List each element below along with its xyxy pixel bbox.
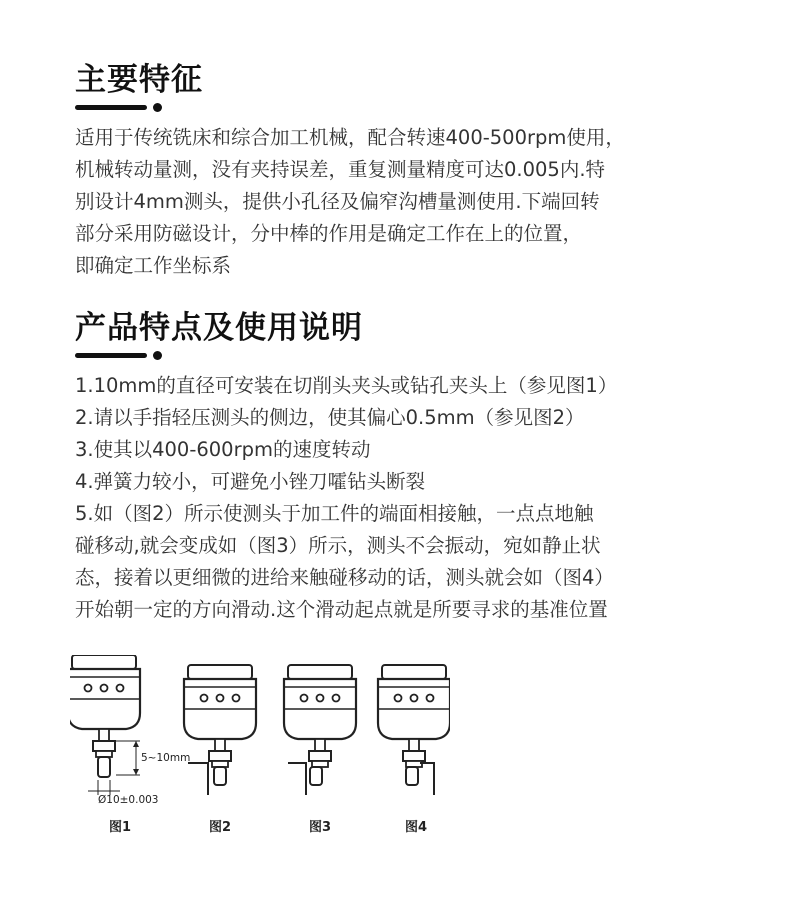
usage-list [75,370,775,626]
list-item: 4.弹簧力较小，可避免小锉刀嚯钻头断裂 [75,470,426,493]
underline-bar [75,353,147,358]
list-item: 碰移动,就会变成如（图3）所示，测头不会振动，宛如静止状 [75,534,601,557]
underline-bar [75,105,147,110]
list-item: 开始朝一定的方向滑动.这个滑动起点就是所要寻求的基准位置 [75,598,608,621]
list-item: 1.10mm的直径可安装在切削头夹头或钻孔夹头上（参见图1） [75,374,618,397]
list-item: 态，接着以更细微的进给来触碰移动的话，测头就会如（图4） [75,566,614,589]
figure-1-dim-length: 5~10mm [141,752,191,764]
underline-dot [153,351,162,360]
figure-1 [70,655,190,835]
figure-2-caption: 图2 [208,820,232,835]
underline-dot [153,103,162,112]
paragraph-line: 即确定工作坐标系 [75,254,232,277]
section-main-features [75,60,775,282]
usage-figures [70,655,450,845]
list-item: 2.请以手指轻压测头的侧边，使其偏心0.5mm（参见图2） [75,406,585,429]
figure-4 [378,665,450,835]
title-underline [75,350,775,362]
list-item: 5.如（图2）所示使测头于加工件的端面相接触，一点点地触 [75,502,594,525]
paragraph-line: 机械转动量测，没有夹持误差，重复测量精度可达0.005内.特 [75,158,606,181]
title-underline [75,102,775,114]
figure-3-caption: 图3 [308,820,332,835]
figure-2 [184,665,256,835]
figure-1-caption: 图1 [108,820,132,835]
figure-1-dim-diameter: Ø10±0.003 [98,794,159,806]
section-features-usage [75,308,775,626]
figure-4-caption: 图4 [404,820,428,835]
figure-3 [284,665,356,835]
paragraph-line: 别设计4mm测头，提供小孔径及偏窄沟槽量测使用.下端回转 [75,190,600,213]
main-features-text [75,122,775,282]
list-item: 3.使其以400-600rpm的速度转动 [75,438,371,461]
section-title-main-features: 主要特征 [75,62,203,98]
paragraph-line: 适用于传统铣床和综合加工机械，配合转速400-500rpm使用， [75,126,625,149]
paragraph-line: 部分采用防磁设计，分中棒的作用是确定工作在上的位置， [75,222,583,245]
section-title-features-usage: 产品特点及使用说明 [75,310,363,346]
